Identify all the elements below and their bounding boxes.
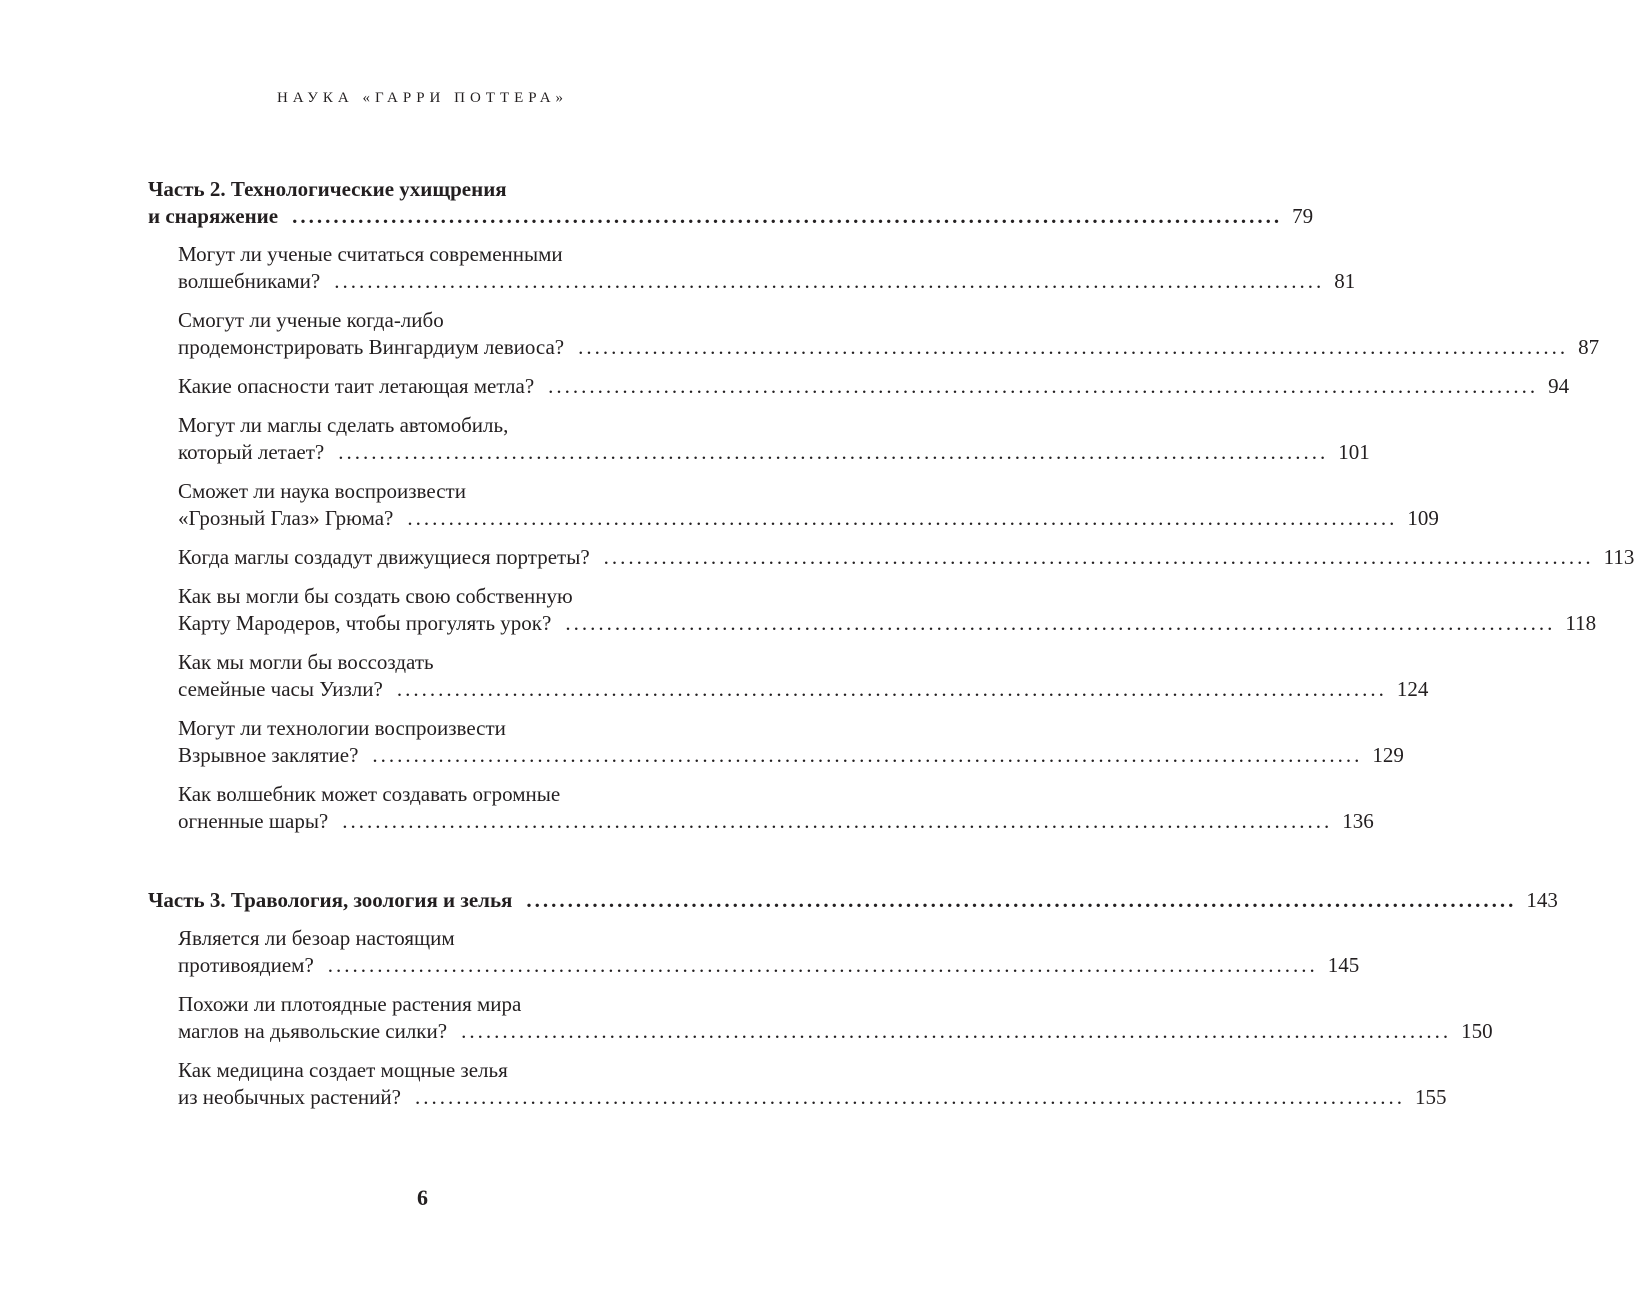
toc-item (178, 991, 1493, 1045)
toc-item-line-1: Как волшебник может создавать огромные (178, 782, 561, 806)
toc-item-line-2: маглов на дьявольские силки? (178, 1019, 448, 1043)
toc-item-line-2: продемонстрировать Вингардиум левиоса? (178, 335, 565, 359)
toc-item-line-1: Как мы могли бы воссоздать (178, 650, 434, 674)
toc-item-page: 94 (1548, 374, 1570, 398)
toc-item-line-1: Могут ли технологии воспроизвести (178, 716, 506, 740)
toc-item (178, 478, 1439, 532)
toc-item-line-1: Могут ли маглы сделать автомобиль, (178, 413, 509, 437)
toc-part-2-page: 79 (1292, 204, 1314, 228)
toc-part-3 (148, 887, 1558, 914)
toc-item-line-1: Является ли безоар настоящим (178, 926, 455, 950)
toc-item-page: 155 (1414, 1085, 1447, 1109)
toc-item-line-1: Смогут ли ученые когда-либо (178, 308, 444, 332)
toc-item-page: 145 (1327, 953, 1360, 977)
toc-item-line-2: который летает? (178, 440, 325, 464)
toc-item-line-2: семейные часы Уизли? (178, 677, 383, 701)
dot-leader: ........................................................................................................................ (327, 953, 1318, 977)
toc-item-line-2: «Грозный Глаз» Грюма? (178, 506, 394, 530)
toc-item-line-2: Взрывное заклятие? (178, 743, 359, 767)
dot-leader: ........................................................................................................................ (372, 743, 1363, 767)
toc-part-3-page: 143 (1526, 888, 1558, 912)
toc-item-page: 87 (1578, 335, 1600, 359)
dot-leader: ........................................................................................................................ (603, 545, 1594, 569)
toc-item-line-1: Когда маглы создадут движущиеся портреты? (178, 545, 590, 569)
toc-item (178, 715, 1404, 769)
dot-leader: ........................................................................................................................ (338, 440, 1329, 464)
toc-item-line-1: Похожи ли плотоядные растения мира (178, 992, 522, 1016)
toc-item-line-1: Сможет ли наука воспроизвести (178, 479, 466, 503)
toc-item-line-2: из необычных растений? (178, 1085, 401, 1109)
toc-part-2-title-line-2: и снаряжение (148, 204, 279, 228)
toc-part-3-title: Часть 3. Травология, зоология и зелья (148, 888, 513, 912)
dot-leader: ........................................................................................................................ (461, 1019, 1452, 1043)
toc-item (178, 925, 1360, 979)
page-number: 6 (417, 1185, 428, 1210)
dot-leader: ........................................................................................................................ (414, 1085, 1405, 1109)
toc-item-line-2: Карту Мародеров, чтобы прогулять урок? (178, 611, 552, 635)
toc-part-2 (148, 176, 1314, 230)
dot-leader: ........................................................................................................................ (565, 611, 1556, 635)
toc-item-line-2: огненные шары? (178, 809, 329, 833)
dot-leader: ........................................................................................................................ (396, 677, 1387, 701)
dot-leader: ........................................................................................................................ (526, 888, 1517, 912)
toc-item-page: 124 (1396, 677, 1429, 701)
toc-item-line-1: Могут ли ученые считаться современными (178, 242, 563, 266)
toc-item-page: 150 (1461, 1019, 1493, 1043)
dot-leader: ........................................................................................................................ (342, 809, 1333, 833)
toc-item (178, 781, 1374, 835)
dot-leader: ........................................................................................................................ (407, 506, 1398, 530)
toc-item-page: 81 (1334, 269, 1356, 293)
dot-leader: ........................................................................................................................ (578, 335, 1569, 359)
toc-item (178, 1057, 1447, 1111)
dot-leader: ........................................................................................................................ (548, 374, 1539, 398)
toc-item-page: 109 (1407, 506, 1439, 530)
toc-item (178, 649, 1429, 703)
toc-item-page: 136 (1342, 809, 1374, 833)
toc-item-page: 118 (1565, 611, 1597, 635)
running-head: НАУКА «ГАРРИ ПОТТЕРА» (276, 90, 569, 106)
toc-item-page: 101 (1338, 440, 1370, 464)
toc-item (178, 583, 1597, 637)
toc-item (178, 544, 1634, 571)
toc-item-page: 113 (1603, 545, 1634, 569)
toc-item (178, 241, 1356, 295)
toc-item-line-1: Какие опасности таит летающая метла? (178, 374, 535, 398)
table-of-contents (148, 176, 1634, 1111)
toc-item (178, 307, 1600, 361)
toc-part-2-title-line-1: Часть 2. Технологические ухищрения (148, 177, 507, 201)
toc-item-line-2: противоядием? (178, 953, 314, 977)
toc-item-line-1: Как вы могли бы создать свою собственную (178, 584, 573, 608)
toc-item-line-2: волшебниками? (178, 269, 321, 293)
toc-item (178, 412, 1370, 466)
dot-leader: ........................................................................................................................ (334, 269, 1325, 293)
toc-item-line-1: Как медицина создает мощные зелья (178, 1058, 508, 1082)
toc-item-page: 129 (1372, 743, 1404, 767)
toc-item (178, 373, 1570, 400)
dot-leader: ........................................................................................................................ (292, 204, 1283, 228)
